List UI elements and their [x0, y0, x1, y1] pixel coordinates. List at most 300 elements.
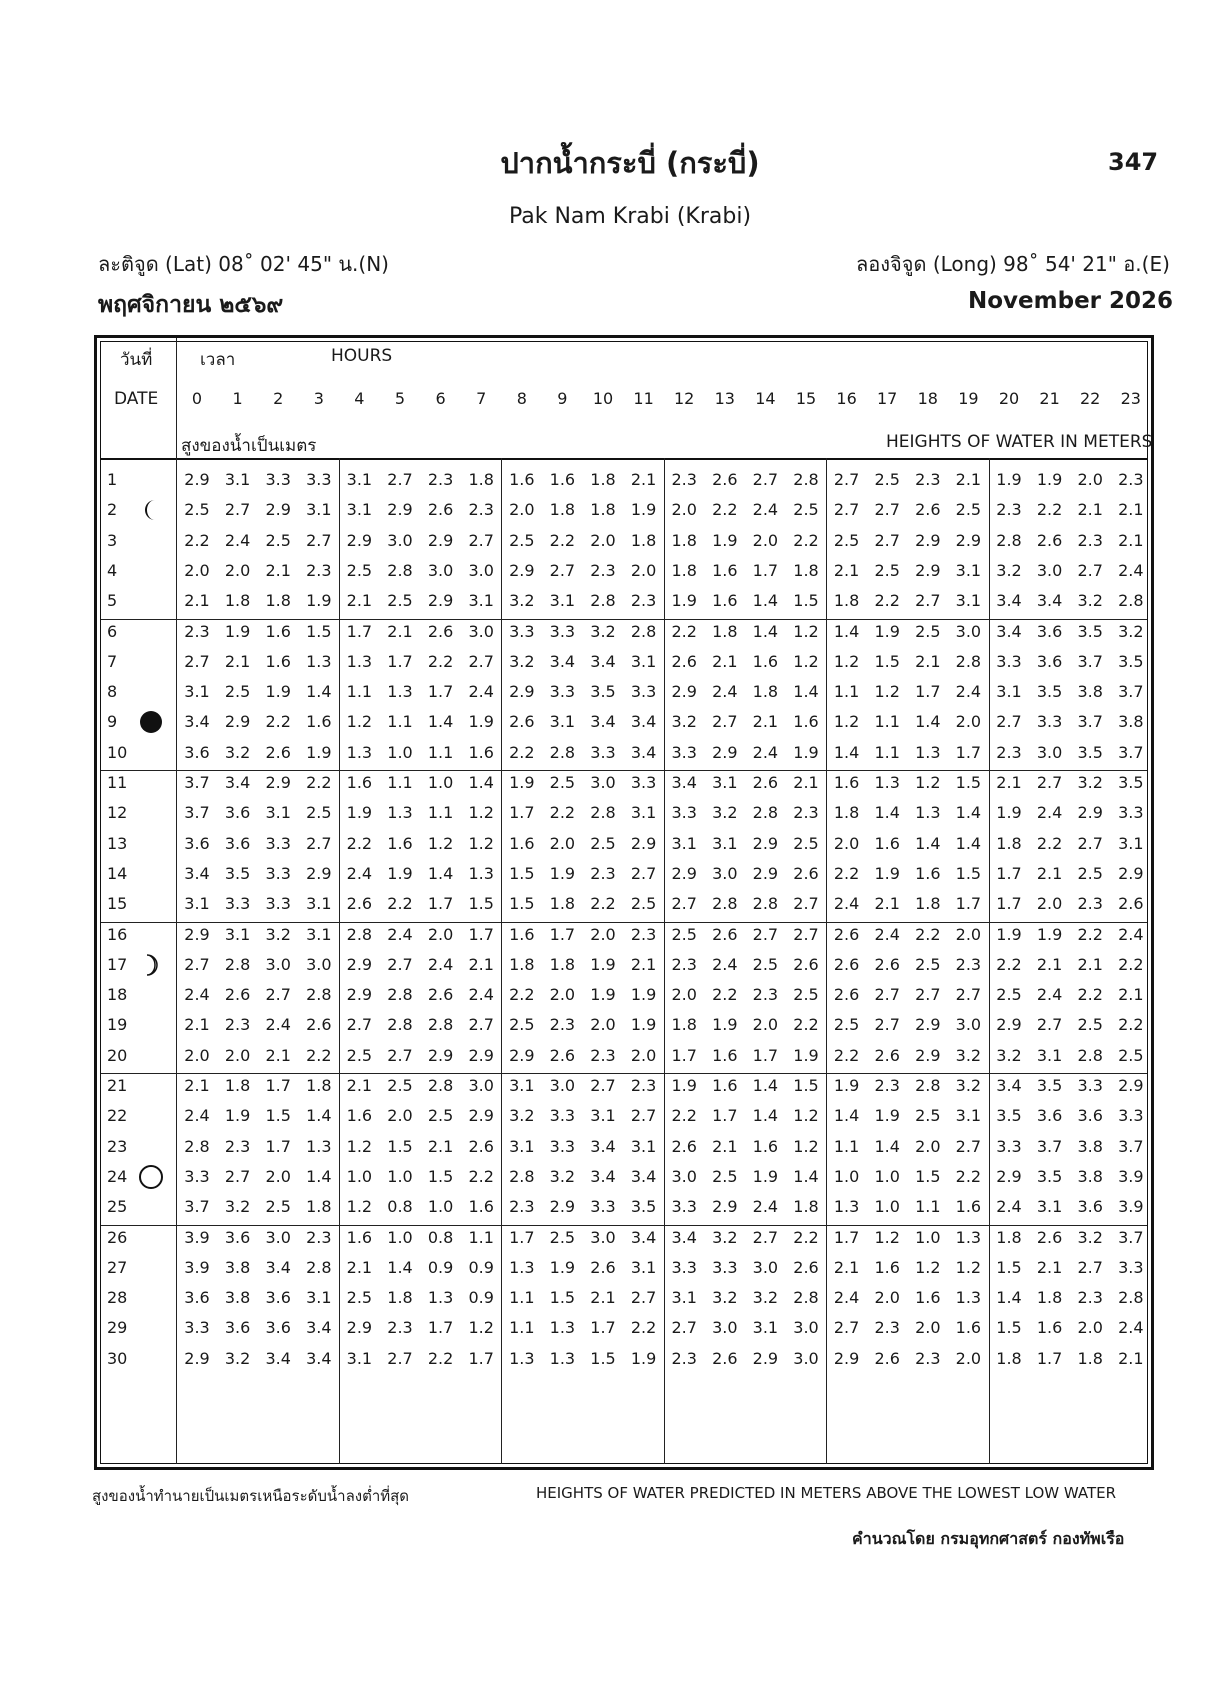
date-cell: 7: [107, 651, 118, 671]
height-cell: 2.6: [590, 1257, 616, 1277]
height-cell: 1.7: [712, 1106, 738, 1126]
height-cell: 3.6: [1036, 621, 1063, 641]
height-cell: 3.1: [509, 1076, 535, 1095]
height-cell: 2.7: [549, 560, 576, 580]
height-cell: 2.0: [752, 530, 779, 550]
date-cell: 30: [107, 1348, 128, 1368]
height-cell: 1.8: [306, 1076, 332, 1095]
height-cell: 3.6: [1036, 1106, 1063, 1126]
height-cell: 2.2: [509, 742, 535, 762]
height-cell: 1.6: [955, 1318, 982, 1338]
height-cell: 2.2: [1077, 924, 1103, 944]
height-cell: 1.3: [427, 1288, 454, 1308]
height-cell: 3.2: [1077, 773, 1103, 792]
height-cell: 2.3: [468, 500, 494, 520]
height-cell: 3.0: [955, 1015, 982, 1035]
height-cell: 2.1: [265, 1045, 291, 1065]
height-cell: 2.5: [712, 1166, 738, 1186]
height-cell: 1.3: [468, 863, 494, 883]
height-cell: 2.1: [752, 712, 779, 732]
height-cell: 2.8: [1118, 1288, 1144, 1308]
height-cell: 1.7: [955, 894, 982, 914]
height-cell: 1.7: [671, 1045, 697, 1065]
height-cell: 2.7: [996, 712, 1022, 732]
height-cell: 3.6: [184, 742, 210, 762]
height-cell: 2.1: [184, 1015, 210, 1035]
height-cell: 3.4: [306, 1318, 332, 1338]
height-cell: 1.0: [346, 1166, 373, 1186]
height-cell: 2.7: [793, 894, 819, 914]
height-cell: 2.2: [712, 500, 738, 520]
height-cell: 3.4: [590, 1136, 616, 1156]
height-cell: 2.5: [671, 924, 697, 944]
height-cell: 3.2: [549, 1166, 576, 1186]
height-cell: 2.4: [346, 863, 373, 883]
height-cell: 1.8: [833, 591, 860, 611]
height-cell: 2.8: [184, 1136, 210, 1156]
height-cell: 2.9: [1118, 1076, 1144, 1095]
height-cell: 1.6: [346, 1227, 373, 1247]
height-cell: 2.1: [1077, 500, 1103, 520]
hour-label-5: 5: [394, 389, 406, 408]
height-cell: 2.9: [184, 1348, 210, 1368]
height-cell: 2.9: [915, 1045, 941, 1065]
height-cell: 2.7: [833, 500, 860, 520]
height-cell: 1.0: [874, 1197, 900, 1217]
date-cell: 8: [107, 682, 118, 702]
height-cell: 2.9: [306, 863, 332, 883]
height-cell: 2.1: [590, 1288, 616, 1308]
height-cell: 1.0: [387, 1227, 413, 1247]
hour-label-2: 2: [273, 389, 284, 408]
height-cell: 2.0: [1036, 894, 1063, 914]
height-cell: 1.3: [509, 1257, 535, 1277]
height-cell: 3.5: [1036, 682, 1063, 702]
height-cell: 3.6: [265, 1288, 291, 1308]
height-cell: 2.0: [427, 924, 454, 944]
height-cell: 2.5: [306, 803, 332, 823]
height-cell: 3.3: [184, 1318, 210, 1338]
height-cell: 1.6: [549, 470, 576, 489]
height-cell: 2.9: [346, 530, 373, 550]
height-cell: 1.1: [874, 712, 900, 732]
height-cell: 2.2: [793, 1015, 819, 1035]
hour-label-22: 22: [1080, 389, 1101, 408]
page-number: 347: [1108, 148, 1159, 176]
height-cell: 1.9: [996, 924, 1022, 944]
height-cell: 3.3: [265, 863, 291, 883]
height-cell: 1.1: [833, 1136, 860, 1156]
height-cell: 2.1: [833, 1257, 860, 1277]
height-cell: 2.0: [671, 500, 697, 520]
height-cell: 2.3: [915, 470, 941, 489]
height-cell: 2.8: [427, 1076, 454, 1095]
height-cell: 3.2: [224, 742, 251, 762]
height-cell: 3.0: [712, 1318, 738, 1338]
height-cell: 2.3: [224, 1015, 251, 1035]
height-cell: 3.0: [265, 1227, 291, 1247]
height-cell: 2.2: [184, 530, 210, 550]
hour-label-10: 10: [592, 389, 614, 408]
height-cell: 2.8: [793, 470, 819, 489]
height-cell: 3.1: [712, 833, 738, 853]
computed-by-credit: คำนวณโดย กรมอุทกศาสตร์ กองทัพเรือ: [852, 1529, 1125, 1548]
height-cell: 0.9: [468, 1257, 494, 1277]
height-cell: 3.3: [590, 742, 616, 762]
height-cell: 1.8: [630, 530, 657, 550]
height-cell: 2.4: [1118, 924, 1144, 944]
height-cell: 2.6: [346, 894, 373, 914]
date-cell: 24: [107, 1166, 128, 1186]
height-cell: 3.2: [712, 803, 738, 823]
height-cell: 1.7: [955, 742, 982, 762]
height-cell: 3.1: [306, 1288, 332, 1308]
height-cell: 2.7: [468, 651, 494, 671]
height-cell: 2.7: [630, 1288, 657, 1308]
height-cell: 2.0: [833, 833, 860, 853]
height-cell: 2.0: [224, 560, 251, 580]
height-cell: 3.1: [306, 894, 332, 914]
height-cell: 2.2: [306, 1045, 332, 1065]
height-cell: 2.2: [955, 1166, 982, 1186]
height-cell: 3.2: [1077, 591, 1103, 611]
height-cell: 2.9: [387, 500, 413, 520]
height-cell: 2.8: [793, 1288, 819, 1308]
height-cell: 2.5: [224, 682, 251, 702]
height-cell: 3.1: [996, 682, 1022, 702]
height-cell: 3.5: [1077, 742, 1103, 762]
height-cell: 1.9: [793, 1045, 819, 1065]
height-cell: 2.1: [630, 470, 657, 489]
height-cell: 2.6: [833, 924, 860, 944]
five-day-divider: [101, 1225, 1147, 1226]
height-cell: 3.5: [1118, 651, 1144, 671]
height-cell: 3.4: [265, 1348, 291, 1368]
height-cell: 1.6: [915, 863, 941, 883]
height-cell: 2.1: [793, 773, 819, 792]
height-cell: 1.4: [793, 682, 819, 702]
height-cell: 2.0: [630, 1045, 657, 1065]
height-cell: 2.5: [793, 985, 819, 1005]
height-cell: 2.5: [793, 833, 819, 853]
height-cell: 2.3: [996, 500, 1022, 520]
height-cell: 3.1: [955, 591, 982, 611]
height-cell: 1.4: [915, 712, 941, 732]
height-cell: 2.0: [630, 560, 657, 580]
height-cell: 3.2: [712, 1288, 738, 1308]
height-cell: 3.4: [671, 773, 697, 792]
height-cell: 1.4: [387, 1257, 413, 1277]
height-cell: 1.3: [915, 742, 941, 762]
height-cell: 1.9: [712, 1015, 738, 1035]
height-cell: 2.5: [915, 621, 941, 641]
height-cell: 1.9: [671, 1076, 697, 1095]
height-cell: 2.0: [915, 1318, 941, 1338]
height-cell: 2.9: [184, 470, 210, 489]
height-cell: 3.1: [306, 924, 332, 944]
height-cell: 3.3: [630, 682, 657, 702]
height-cell: 2.4: [1118, 1318, 1144, 1338]
height-cell: 3.1: [955, 560, 982, 580]
height-cell: 2.9: [915, 530, 941, 550]
height-cell: 1.5: [265, 1106, 291, 1126]
height-cell: 3.5: [1036, 1166, 1063, 1186]
date-cell: 19: [107, 1015, 128, 1035]
height-cell: 1.8: [671, 530, 697, 550]
height-cell: 1.3: [549, 1318, 576, 1338]
height-cell: 1.6: [874, 833, 900, 853]
height-cell: 2.6: [793, 1257, 819, 1277]
height-cell: 2.7: [671, 894, 697, 914]
height-cell: 3.3: [1118, 803, 1144, 823]
height-cell: 1.3: [833, 1197, 860, 1217]
height-cell: 2.0: [590, 530, 616, 550]
height-cell: 2.7: [874, 530, 900, 550]
height-cell: 3.5: [1036, 1076, 1063, 1095]
height-cell: 3.0: [590, 773, 616, 792]
height-cell: 2.9: [184, 924, 210, 944]
height-cell: 2.4: [184, 1106, 210, 1126]
height-cell: 3.4: [590, 712, 616, 732]
date-cell: 5: [107, 591, 118, 611]
height-cell: 3.1: [549, 591, 576, 611]
height-cell: 1.9: [346, 803, 373, 823]
date-cell: 4: [107, 560, 118, 580]
heights-header-thai: สูงของน้ำเป็นเมตร: [181, 436, 317, 456]
height-cell: 3.6: [184, 833, 210, 853]
height-cell: 1.8: [915, 894, 941, 914]
height-cell: 3.3: [996, 1136, 1022, 1156]
height-cell: 1.1: [874, 742, 900, 762]
height-cell: 2.3: [427, 470, 454, 489]
height-cell: 3.4: [1036, 591, 1063, 611]
height-cell: 2.6: [468, 1136, 494, 1156]
height-cell: 1.9: [793, 742, 819, 762]
height-cell: 2.5: [509, 530, 535, 550]
height-cell: 1.1: [468, 1227, 494, 1247]
height-cell: 2.1: [1036, 1257, 1063, 1277]
height-cell: 1.3: [346, 651, 373, 671]
height-cell: 3.2: [224, 1197, 251, 1217]
height-cell: 3.7: [1118, 1136, 1144, 1156]
height-cell: 2.4: [996, 1197, 1022, 1217]
day-header-thai: วันที่: [120, 350, 153, 370]
height-cell: 1.7: [265, 1076, 291, 1095]
height-cell: 2.3: [752, 985, 779, 1005]
date-cell: 3: [107, 530, 118, 550]
height-cell: 3.2: [671, 712, 697, 732]
height-cell: 1.6: [955, 1197, 982, 1217]
height-cell: 2.6: [1036, 1227, 1063, 1247]
hour-label-1: 1: [232, 389, 243, 408]
height-cell: 1.6: [509, 833, 535, 853]
height-cell: 1.6: [265, 621, 291, 641]
height-cell: 1.9: [224, 621, 251, 641]
height-cell: 2.5: [915, 1106, 941, 1126]
height-cell: 2.2: [306, 773, 332, 792]
height-cell: 2.2: [1036, 833, 1063, 853]
height-cell: 1.8: [712, 621, 738, 641]
date-cell: 18: [107, 985, 128, 1005]
height-cell: 3.9: [184, 1257, 210, 1277]
height-cell: 2.2: [996, 954, 1022, 974]
height-cell: 1.8: [671, 1015, 697, 1035]
height-cell: 3.6: [184, 1288, 210, 1308]
height-cell: 2.2: [833, 863, 860, 883]
height-cell: 2.2: [1118, 954, 1144, 974]
height-cell: 3.3: [224, 894, 251, 914]
height-cell: 1.9: [590, 985, 616, 1005]
height-cell: 2.3: [671, 1348, 697, 1368]
height-cell: 2.8: [712, 894, 738, 914]
height-cell: 1.6: [509, 470, 535, 489]
height-cell: 2.3: [630, 1076, 657, 1095]
height-cell: 3.1: [752, 1318, 779, 1338]
height-cell: 1.7: [590, 1318, 616, 1338]
height-cell: 3.2: [509, 1106, 535, 1126]
height-cell: 2.3: [874, 1318, 900, 1338]
height-cell: 2.7: [468, 1015, 494, 1035]
height-cell: 2.3: [509, 1197, 535, 1217]
height-cell: 2.5: [184, 500, 210, 520]
height-cell: 1.4: [955, 833, 982, 853]
hour-label-21: 21: [1039, 389, 1060, 408]
height-cell: 2.7: [265, 985, 291, 1005]
height-cell: 2.9: [549, 1197, 576, 1217]
height-cell: 1.6: [712, 560, 738, 580]
height-cell: 2.6: [671, 651, 697, 671]
date-cell: 28: [107, 1288, 128, 1308]
height-cell: 1.6: [509, 924, 535, 944]
height-cell: 3.3: [590, 1197, 616, 1217]
height-cell: 2.9: [833, 1348, 860, 1368]
height-cell: 3.5: [590, 682, 616, 702]
height-cell: 1.5: [590, 1348, 616, 1368]
height-cell: 3.3: [184, 1166, 210, 1186]
height-cell: 2.0: [590, 1015, 616, 1035]
date-cell: 6: [107, 621, 118, 641]
height-cell: 2.5: [752, 954, 779, 974]
date-header: DATE: [114, 389, 159, 409]
height-cell: 2.0: [224, 1045, 251, 1065]
height-cell: 2.1: [1118, 1348, 1144, 1368]
height-cell: 2.7: [306, 833, 332, 853]
height-cell: 0.9: [427, 1257, 454, 1277]
height-cell: 3.6: [1036, 651, 1063, 671]
height-cell: 1.4: [833, 621, 860, 641]
height-cell: 3.6: [224, 1318, 251, 1338]
height-cell: 3.2: [955, 1045, 982, 1065]
height-cell: 2.9: [996, 1015, 1022, 1035]
height-cell: 2.4: [265, 1015, 291, 1035]
height-cell: 1.3: [387, 803, 413, 823]
height-cell: 2.3: [306, 1227, 332, 1247]
height-cell: 2.1: [265, 560, 291, 580]
height-cell: 2.6: [265, 742, 291, 762]
height-cell: 2.5: [793, 500, 819, 520]
height-cell: 3.0: [590, 1227, 616, 1247]
height-cell: 1.6: [387, 833, 413, 853]
height-cell: 1.2: [915, 1257, 941, 1277]
height-cell: 1.7: [915, 682, 941, 702]
height-cell: 2.2: [712, 985, 738, 1005]
height-cell: 2.1: [346, 1076, 373, 1095]
hour-label-15: 15: [795, 389, 817, 408]
height-cell: 3.8: [1118, 712, 1144, 732]
height-cell: 1.1: [427, 803, 454, 823]
height-cell: 3.2: [955, 1076, 982, 1095]
height-cell: 2.8: [590, 803, 616, 823]
height-cell: 3.1: [712, 773, 738, 792]
height-cell: 2.3: [1077, 894, 1103, 914]
height-cell: 1.3: [915, 803, 941, 823]
height-cell: 3.1: [630, 803, 657, 823]
height-cell: 1.8: [549, 954, 576, 974]
height-cell: 3.2: [224, 1348, 251, 1368]
height-cell: 2.0: [874, 1288, 900, 1308]
hour-label-23: 23: [1120, 389, 1141, 408]
height-cell: 3.3: [996, 651, 1022, 671]
height-cell: 2.6: [509, 712, 535, 732]
height-cell: 2.1: [1118, 985, 1144, 1005]
height-cell: 2.7: [833, 1318, 860, 1338]
height-cell: 1.7: [468, 924, 494, 944]
hour-label-0: 0: [191, 389, 203, 408]
height-cell: 2.8: [224, 954, 251, 974]
height-cell: 2.7: [630, 1106, 657, 1126]
height-cell: 3.1: [549, 712, 576, 732]
height-cell: 3.0: [793, 1348, 819, 1368]
height-cell: 0.8: [427, 1227, 454, 1247]
height-cell: 3.3: [671, 742, 697, 762]
height-cell: 3.2: [712, 1227, 738, 1247]
height-cell: 3.1: [306, 500, 332, 520]
height-cell: 2.1: [346, 1257, 373, 1277]
height-cell: 2.7: [752, 1227, 779, 1247]
five-day-divider: [101, 619, 1147, 620]
height-cell: 1.2: [874, 682, 900, 702]
height-cell: 2.9: [427, 530, 454, 550]
height-cell: 2.3: [955, 954, 982, 974]
date-cell: 2: [107, 500, 118, 520]
height-cell: 2.2: [793, 530, 819, 550]
height-cell: 2.1: [955, 470, 982, 489]
height-cell: 2.7: [712, 712, 738, 732]
hour-label-18: 18: [917, 389, 938, 408]
height-cell: 1.2: [793, 651, 819, 671]
height-cell: 3.4: [996, 1076, 1022, 1095]
month-english: November 2026: [968, 288, 1174, 314]
height-cell: 1.5: [996, 1318, 1022, 1338]
height-cell: 1.4: [468, 773, 494, 792]
height-cell: 2.3: [671, 954, 697, 974]
hour-label-19: 19: [958, 389, 979, 408]
height-cell: 3.2: [509, 651, 535, 671]
height-cell: 2.5: [346, 1045, 373, 1065]
height-cell: 3.3: [712, 1257, 738, 1277]
station-title-english: Pak Nam Krabi (Krabi): [508, 204, 752, 229]
height-cell: 2.9: [752, 863, 779, 883]
height-cell: 2.1: [427, 1136, 454, 1156]
height-cell: 1.9: [306, 742, 332, 762]
height-cell: 1.8: [793, 560, 819, 580]
height-cell: 2.7: [955, 1136, 982, 1156]
height-cell: 2.0: [1077, 470, 1103, 489]
height-cell: 2.9: [671, 682, 697, 702]
height-cell: 1.7: [387, 651, 413, 671]
height-cell: 2.5: [549, 1227, 576, 1247]
height-cell: 2.2: [1118, 1015, 1144, 1035]
